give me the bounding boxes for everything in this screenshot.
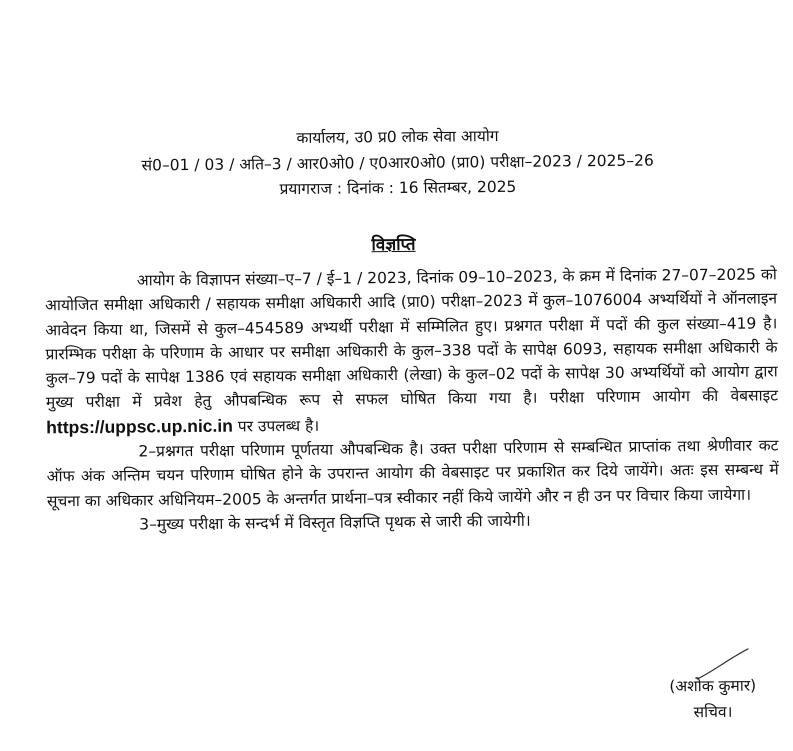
signature-block	[643, 672, 783, 725]
paragraph-1-text: आयोग के विज्ञापन संख्या–ए–7 / ई–1 / 2023, दिनांक 09–10–2023, के क्रम में दिनांक 27–07–2025 को आयोजित समीक्षा अधिकारी / सहायक समीक्षा अधिकारी आदि (प्रा0) परीक्षा–2023 में कुल–1076004 अभ्यर्थियों ने ऑनलाइन आवेदन किया था, जिसमें से कुल–454589 अभ्यर्थी परीक्षा में सम्मिलित हुए। प्रश्नगत परीक्षा में पदों की कुल संख्या–419 है। प्रारम्भिक परीक्षा के परिणाम के आधार पर समीक्षा अधिकारी के कुल–338 पदों के सापेक्ष 6093, सहायक समीक्षा अधिकारी के कुल–79 पदों के सापेक्ष 1386 एवं सहायक समीक्षा अधिकारी (लेखा) के कुल–02 पदों के सापेक्ष 30 अभ्यर्थियों को आयोग द्वारा मुख्य परीक्षा में प्रवेश हेतु औपबन्धिक रूप से सफल घोषित किया गया है। परीक्षा परिणाम आयोग की वेबसाइट	[44, 265, 779, 412]
paragraph-2: 2–प्रश्नगत परीक्षा परिणाम पूर्णतया औपबन्धिक है। उक्त परीक्षा परिणाम से सम्बन्धित प्राप्तांक तथा श्रेणीवार कट ऑफ अंक अन्तिम चयन परिणाम घोषित होने के उपरान्त आयोग की वेबसाइट पर प्रकाशित कर दिये जायेंगे। अतः इस सम्बन्ध में सूचना का अधिकार अधिनियम–2005 के अन्तर्गत प्रार्थना–पत्र स्वीकार नहीं किये जायेंगे और न ही उन पर विचार किया जायेगा।	[46, 436, 779, 511]
notice-body	[45, 262, 780, 537]
paragraph-1-end: पर उपलब्ध है।	[237, 416, 320, 436]
website-url: https://uppsc.up.nic.in	[46, 415, 233, 438]
notice-title: विज्ञप्ति	[371, 234, 416, 256]
office-name: कार्यालय, उ0 प्र0 लोक सेवा आयोग	[296, 127, 499, 147]
paragraph-1	[45, 262, 779, 440]
place-date: प्रयागराज : दिनांक : 16 सितम्बर, 2025	[279, 177, 517, 199]
paragraph-3: 3–मुख्य परीक्षा के सन्दर्भ में विस्तृत विज्ञप्ति पृथक से जारी की जायेगी।	[139, 511, 531, 534]
signatory-designation: सचिव।	[693, 702, 733, 722]
reference-number: सं0–01 / 03 / अति–3 / आर0ओ0 / ए0आर0ओ0 (प्रा0) परीक्षा–2023 / 2025–26	[141, 151, 654, 175]
signatory-name: (अशोक कुमार)	[669, 676, 757, 696]
